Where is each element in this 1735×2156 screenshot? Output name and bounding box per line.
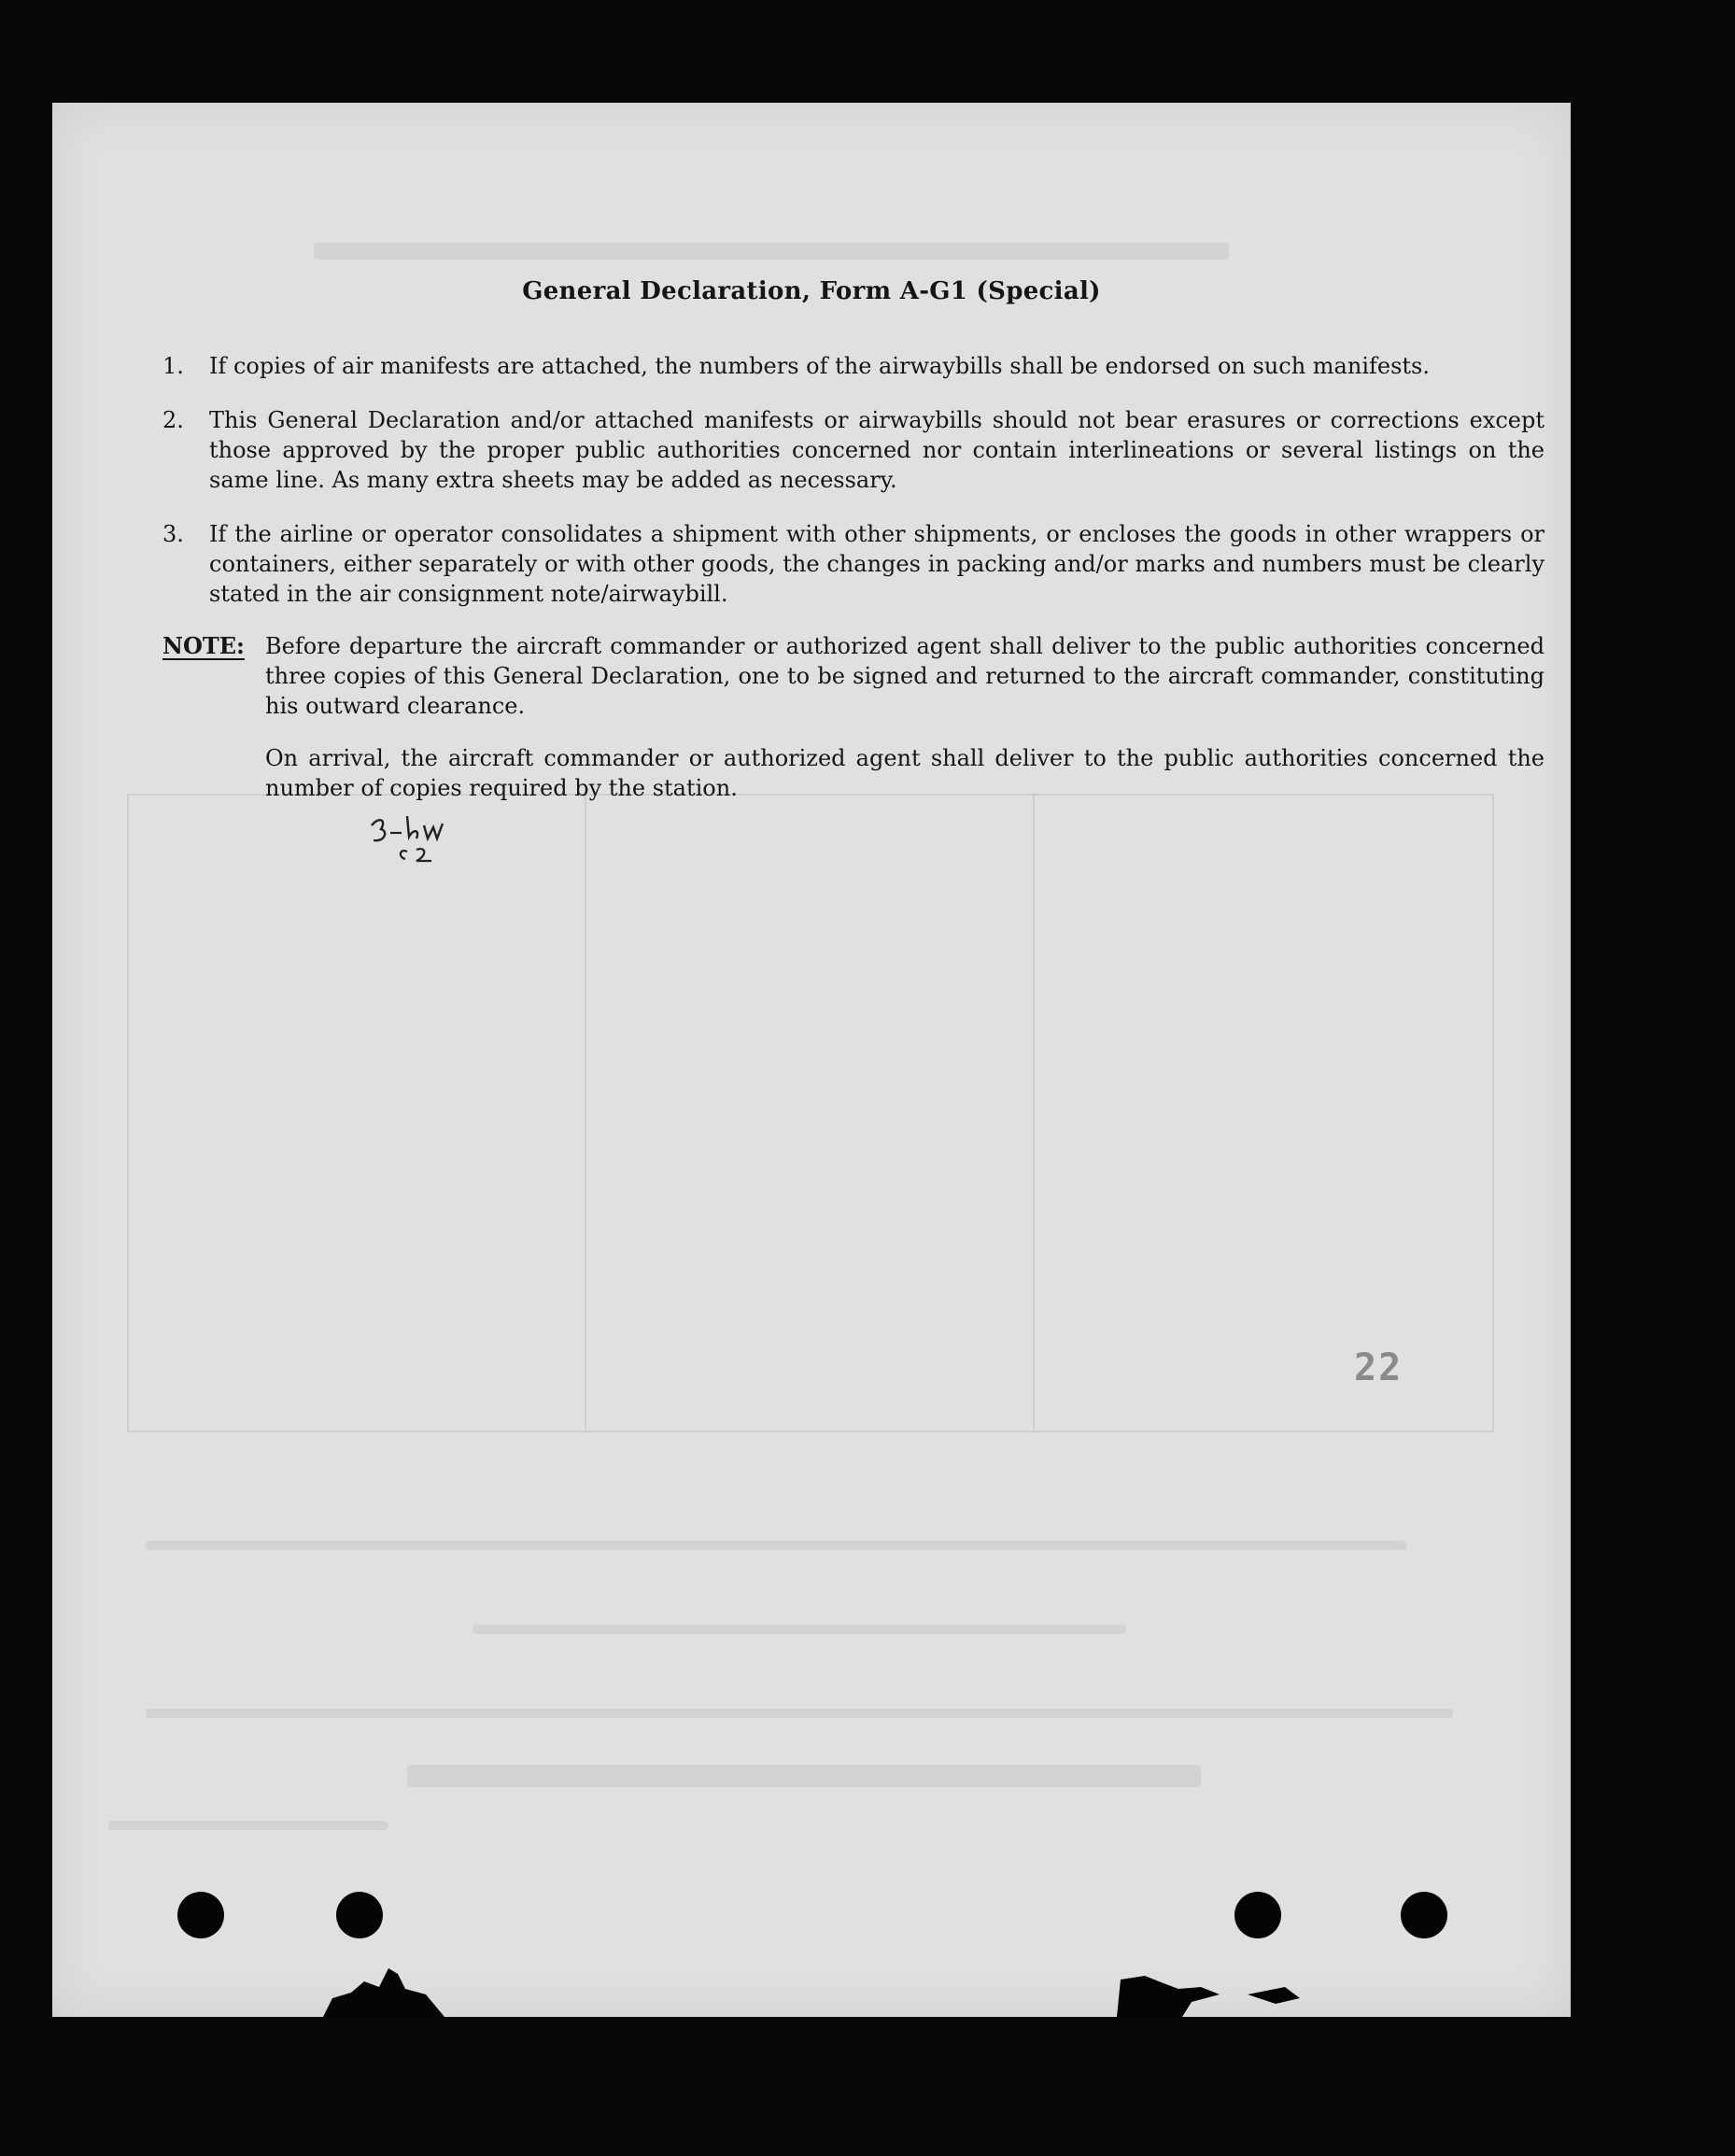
handwritten-mark: [366, 812, 469, 878]
instruction-item-2: [162, 405, 1545, 495]
note-label: NOTE:: [162, 632, 245, 659]
bleed-through-line: [146, 1541, 1406, 1550]
bleed-through-box: [127, 794, 1494, 1432]
punch-hole: [1401, 1892, 1447, 1938]
page-number-stamp: 22: [1354, 1346, 1404, 1389]
bleed-through-divider: [1033, 794, 1035, 1429]
bleed-through-line: [407, 1765, 1201, 1787]
bleed-through-line: [473, 1625, 1126, 1634]
note-paragraph-1: Before departure the aircraft commander or authorized agent shall deliver to the public authorities concerned three copies of this General Declaration, one to be signed and returned to the aircraft commander, constituting his outward clearance.: [265, 633, 1545, 719]
item-number: 1.: [162, 353, 184, 379]
instruction-item-3: [162, 519, 1545, 609]
item-text: If copies of air manifests are attached, the numbers of the airwaybills shall be endorsed on such manifests.: [209, 353, 1430, 379]
torn-edge-right: [1117, 1961, 1350, 2017]
document-title: General Declaration, Form A-G1 (Special): [522, 277, 1101, 305]
punch-hole: [1234, 1892, 1281, 1938]
note-section: [162, 631, 1545, 721]
bleed-through-line: [146, 1709, 1453, 1718]
item-text: This General Declaration and/or attached manifests or airwaybills should not bear erasures or corrections except those approved by the proper public authorities concerned nor contain interlineations or several listings on the same line. As many extra sheets may be added as necessary.: [209, 407, 1545, 493]
item-text: If the airline or operator consolidates a shipment with other shipments, or encloses the goods in other wrappers or containers, either separately or with other goods, the changes in packing and/or marks and numbers must be clearly stated in the air consignment note/airwaybill.: [209, 521, 1545, 607]
punch-hole: [177, 1892, 224, 1938]
instruction-item-1: [162, 351, 1545, 381]
bleed-through-divider: [585, 794, 586, 1429]
bleed-through-line: [108, 1821, 388, 1830]
note-paragraph-2: On arrival, the aircraft commander or authorized agent shall deliver to the public authorities concerned the number of copies required by the station.: [265, 745, 1545, 801]
bleed-through-line: [314, 243, 1229, 260]
item-number: 2.: [162, 407, 184, 433]
punch-hole: [336, 1892, 383, 1938]
item-number: 3.: [162, 521, 184, 547]
document-page: [52, 103, 1571, 2017]
torn-edge-left: [323, 1961, 444, 2017]
note-section-arrival: [162, 743, 1545, 803]
